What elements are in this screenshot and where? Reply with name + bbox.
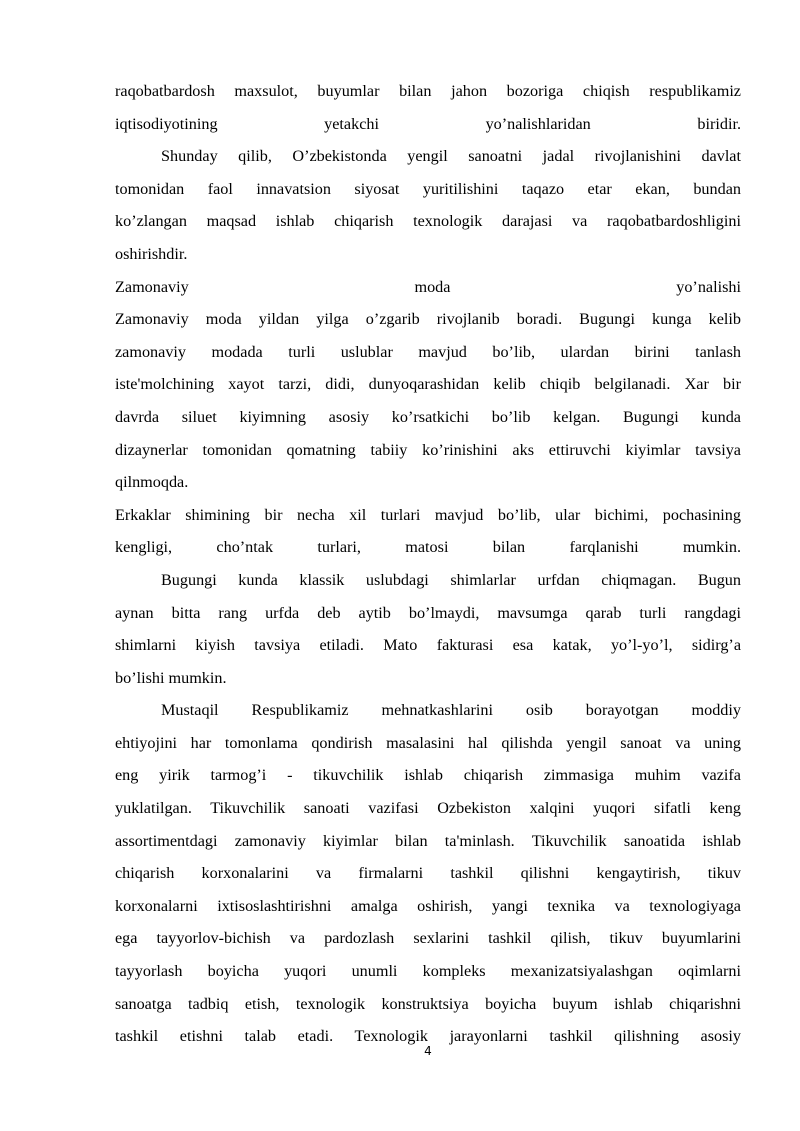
text-line: oshirishdir. [115,244,188,263]
text-line: yuklatilgan. Tikuvchilik sanoati vazifasi Ozbekiston xalqini yuqori sifatli keng [115,799,741,818]
text-line: iqtisodiyotining yetakchi yo’nalishlaridan biridir. [115,114,741,133]
text-line: ko’zlangan maqsad ishlab chiqarish texnologik darajasi va raqobatbardoshligini [115,212,741,231]
text-line: ehtiyojini har tomonlama qondirish masalasini hal qilishda yengil sanoat va uning [115,733,741,752]
text-line: ega tayyorlov-bichish va pardozlash sexlarini tashkil qilish, tikuv buyumlarini [115,929,741,948]
text-line: aynan bitta rang urfda deb aytib bo’lmaydi, mavsumga qarab turli rangdagi [115,603,741,622]
text-line: tayyorlash boyicha yuqori unumli kompleks mexanizatsiyalashgan oqimlarni [115,962,741,981]
text-line: iste'molchining xayot tarzi, didi, dunyoqarashidan kelib chiqib belgilanadi. Xar bir [115,375,741,394]
text-line: Zamonaviy moda yildan yilga o’zgarib rivojlanib boradi. Bugungi kunga kelib [115,310,741,329]
text-line: sanoatga tadbiq etish, texnologik konstruktsiya boyicha buyum ishlab chiqarishni [115,994,741,1013]
text-line: korxonalarni ixtisoslashtirishni amalga oshirish, yangi texnika va texnologiyaga [115,896,741,915]
text-line: Erkaklar shimining bir necha xil turlari mavjud bo’lib, ular bichimi, pochasining [115,505,741,524]
text-line: dizaynerlar tomonidan qomatning tabiiy ko’rinishini aks ettiruvchi kiyimlar tavsiya [115,440,741,459]
text-line: eng yirik tarmog’i - tikuvchilik ishlab chiqarish zimmasiga muhim vazifa [115,766,741,785]
text-line: zamonaviy modada turli uslublar mavjud bo’lib, ulardan birini tanlash [115,342,741,361]
text-line: Bugungi kunda klassik uslubdagi shimlarlar urfdan chiqmagan. Bugun [161,570,741,589]
section-heading: Zamonaviy moda yo’nalishi [115,277,741,296]
text-line: raqobatbardosh maxsulot, buyumlar bilan jahon bozoriga chiqish respublikamiz [115,82,741,100]
text-line: davrda siluet kiyimning asosiy ko’rsatkichi bo’lib kelgan. Bugungi kunda [115,407,741,426]
text-line: kengligi, cho’ntak turlari, matosi bilan farqlanishi mumkin. [115,538,741,557]
text-line: tomonidan faol innavatsion siyosat yuritilishini taqazo etar ekan, bundan [115,179,741,198]
text-line: bo’lishi mumkin. [115,668,227,687]
text-line: Mustaqil Respublikamiz mehnatkashlarini osib borayotgan moddiy [161,701,741,720]
text-line: tashkil etishni talab etadi. Texnologik jarayonlarni tashkil qilishning asosiy [115,1027,741,1046]
document-body [115,75,741,1053]
text-line: shimlarni kiyish tavsiya etiladi. Mato fakturasi esa katak, yo’l-yo’l, sidirg’a [115,636,741,655]
text-line: chiqarish korxonalarini va firmalarni tashkil qilishni kengaytirish, tikuv [115,864,741,883]
text-line: Shunday qilib, O’zbekistonda yengil sanoatni jadal rivojlanishini davlat [161,147,741,166]
text-line: qilnmoqda. [115,473,189,492]
page-number: 4 [424,1044,432,1058]
text-line: assortimentdagi zamonaviy kiyimlar bilan ta'minlash. Tikuvchilik sanoatida ishlab [115,831,741,850]
